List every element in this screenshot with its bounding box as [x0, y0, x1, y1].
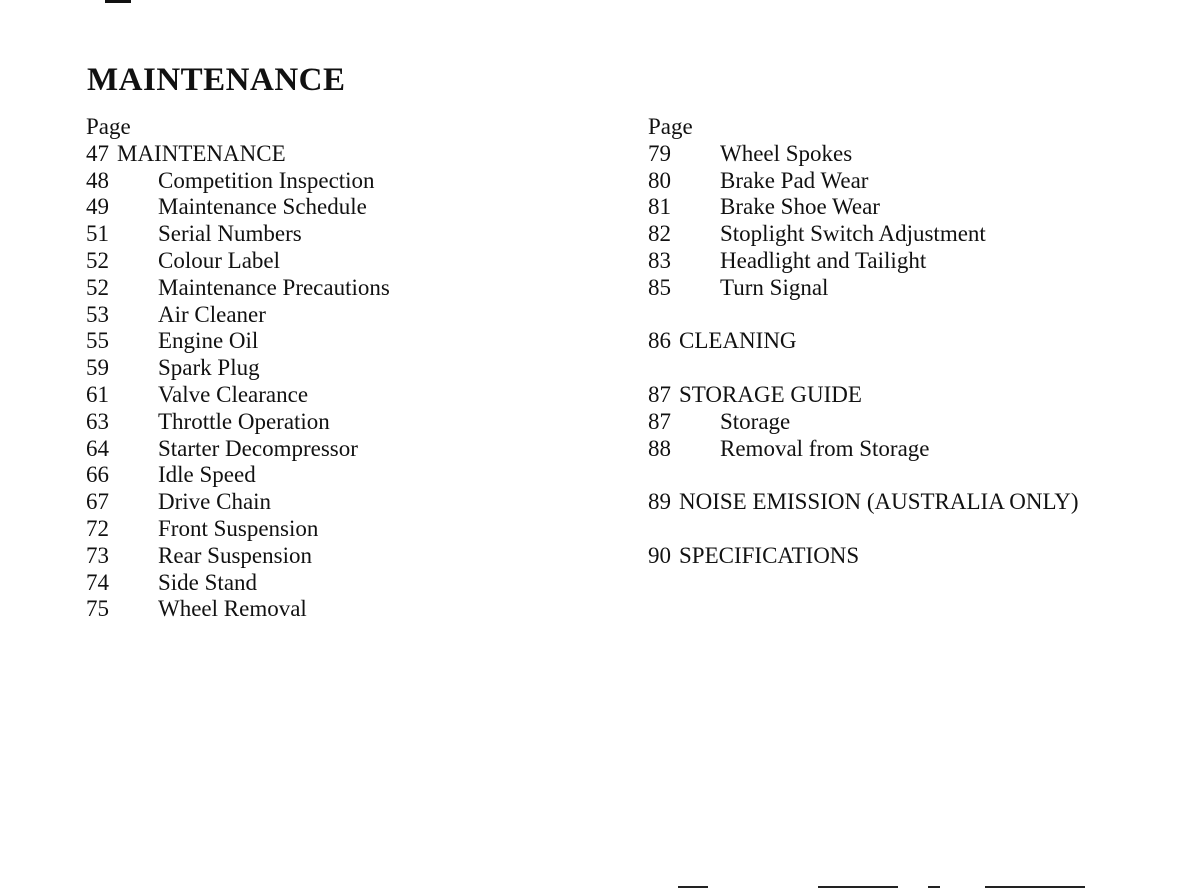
toc-entry-label: Wheel Spokes — [720, 140, 853, 166]
toc-page-number: 52 — [86, 274, 109, 300]
toc-entry[interactable] — [86, 275, 390, 302]
toc-entry-label: Competition Inspection — [158, 167, 375, 193]
toc-section-specifications[interactable] — [648, 543, 1079, 570]
toc-entry[interactable] — [86, 328, 390, 355]
toc-entry[interactable] — [86, 302, 390, 329]
toc-entry[interactable] — [86, 221, 390, 248]
toc-entry[interactable] — [86, 570, 390, 597]
toc-page-number: 61 — [86, 381, 109, 407]
bottom-mark — [985, 886, 1085, 888]
toc-section-cleaning[interactable] — [648, 328, 1079, 355]
toc-page-number: 81 — [648, 194, 671, 220]
bottom-mark — [928, 886, 940, 888]
toc-page-number: 75 — [86, 596, 109, 622]
bottom-mark — [678, 886, 708, 888]
toc-entry-label: Engine Oil — [158, 328, 259, 354]
toc-entry-label: Serial Numbers — [158, 221, 302, 247]
toc-entry-label: Colour Label — [158, 247, 280, 273]
toc-page-number: 64 — [86, 435, 109, 461]
toc-entry-label: Air Cleaner — [158, 301, 266, 327]
toc-page-number: 63 — [86, 408, 109, 434]
toc-page-number: 48 — [86, 167, 109, 193]
toc-entry-label: Brake Shoe Wear — [720, 194, 880, 220]
toc-entry-label: Rear Suspension — [158, 542, 312, 568]
bottom-edge-marks — [0, 886, 1200, 890]
toc-entry[interactable] — [86, 436, 390, 463]
toc-page-number: 83 — [648, 247, 671, 273]
toc-page-number: 55 — [86, 328, 109, 354]
toc-entry[interactable] — [648, 141, 1079, 168]
toc-entry-label: Starter Decompressor — [158, 435, 358, 461]
toc-entry[interactable] — [648, 409, 1079, 436]
toc-entry-label: Stoplight Switch Adjustment — [720, 221, 986, 247]
toc-page-number: 51 — [86, 221, 109, 247]
toc-page-number: 80 — [648, 167, 671, 193]
bottom-mark — [818, 886, 898, 888]
toc-page-number: 47 — [86, 140, 109, 166]
toc-entry-label: Throttle Operation — [158, 408, 330, 434]
toc-entry-label: Brake Pad Wear — [720, 167, 869, 193]
toc-entry[interactable] — [86, 382, 390, 409]
toc-entry-label: Maintenance Schedule — [158, 194, 367, 220]
toc-section-label: SPECIFICATIONS — [679, 542, 860, 568]
toc-entry[interactable] — [86, 462, 390, 489]
toc-section-label: MAINTENANCE — [117, 140, 286, 166]
toc-entry[interactable] — [86, 194, 390, 221]
section-spacer — [648, 302, 1079, 329]
section-spacer — [648, 516, 1079, 543]
toc-entry[interactable] — [86, 596, 390, 623]
toc-page-number: 72 — [86, 515, 109, 541]
toc-section-maintenance[interactable] — [86, 141, 390, 168]
toc-page-number: 87 — [648, 408, 671, 434]
toc-page-number: 73 — [86, 542, 109, 568]
toc-entry[interactable] — [648, 194, 1079, 221]
toc-entry[interactable] — [86, 168, 390, 195]
toc-page-number: 82 — [648, 221, 671, 247]
toc-entry-label: Maintenance Precautions — [158, 274, 390, 300]
toc-page-number: 85 — [648, 274, 671, 300]
toc-page-number: 86 — [648, 328, 671, 354]
toc-section-storage-guide[interactable] — [648, 382, 1079, 409]
toc-page-number: 53 — [86, 301, 109, 327]
toc-entry-label: Valve Clearance — [158, 381, 309, 407]
page-column-header: Page — [648, 114, 693, 139]
toc-page-number: 59 — [86, 355, 109, 381]
toc-entry[interactable] — [86, 248, 390, 275]
toc-entry[interactable] — [648, 248, 1079, 275]
toc-section-label: STORAGE GUIDE — [679, 381, 862, 407]
toc-entry[interactable] — [86, 543, 390, 570]
toc-page-number: 90 — [648, 542, 671, 568]
toc-entry-label: Front Suspension — [158, 515, 319, 541]
toc-page-number: 74 — [86, 569, 109, 595]
toc-page-number: 49 — [86, 194, 109, 220]
toc-entry-label: Storage — [720, 408, 791, 434]
toc-entry-label: Drive Chain — [158, 489, 272, 515]
toc-entry[interactable] — [86, 516, 390, 543]
toc-entry[interactable] — [648, 221, 1079, 248]
toc-left-column — [86, 114, 390, 623]
toc-page-number: 67 — [86, 489, 109, 515]
toc-entry[interactable] — [648, 275, 1079, 302]
toc-entry-label: Removal from Storage — [720, 435, 930, 461]
toc-entry[interactable] — [648, 436, 1079, 463]
section-spacer — [648, 355, 1079, 382]
toc-entry-label: Wheel Removal — [158, 596, 307, 622]
page-title: MAINTENANCE — [87, 62, 346, 98]
page-column-header: Page — [86, 114, 131, 139]
toc-entry-label: Headlight and Tailight — [720, 247, 927, 273]
toc-entry[interactable] — [648, 168, 1079, 195]
toc-entry-label: Spark Plug — [158, 355, 260, 381]
toc-right-column — [648, 114, 1079, 570]
toc-page-number: 79 — [648, 140, 671, 166]
toc-page-number: 52 — [86, 247, 109, 273]
top-edge-mark — [105, 0, 131, 3]
section-spacer — [648, 462, 1079, 489]
toc-page-number: 87 — [648, 381, 671, 407]
toc-page-number: 66 — [86, 462, 109, 488]
toc-entry[interactable] — [86, 355, 390, 382]
toc-entry[interactable] — [86, 489, 390, 516]
toc-section-noise-emission[interactable] — [648, 489, 1079, 516]
toc-entry-label: Turn Signal — [720, 274, 829, 300]
toc-entry-label: Side Stand — [158, 569, 258, 595]
toc-page-number: 89 — [648, 489, 671, 515]
toc-entry[interactable] — [86, 409, 390, 436]
toc-entry-label: Idle Speed — [158, 462, 256, 488]
toc-page-number: 88 — [648, 435, 671, 461]
toc-section-label: CLEANING — [679, 328, 797, 354]
toc-section-label: NOISE EMISSION (AUSTRALIA ONLY) — [679, 489, 1079, 515]
